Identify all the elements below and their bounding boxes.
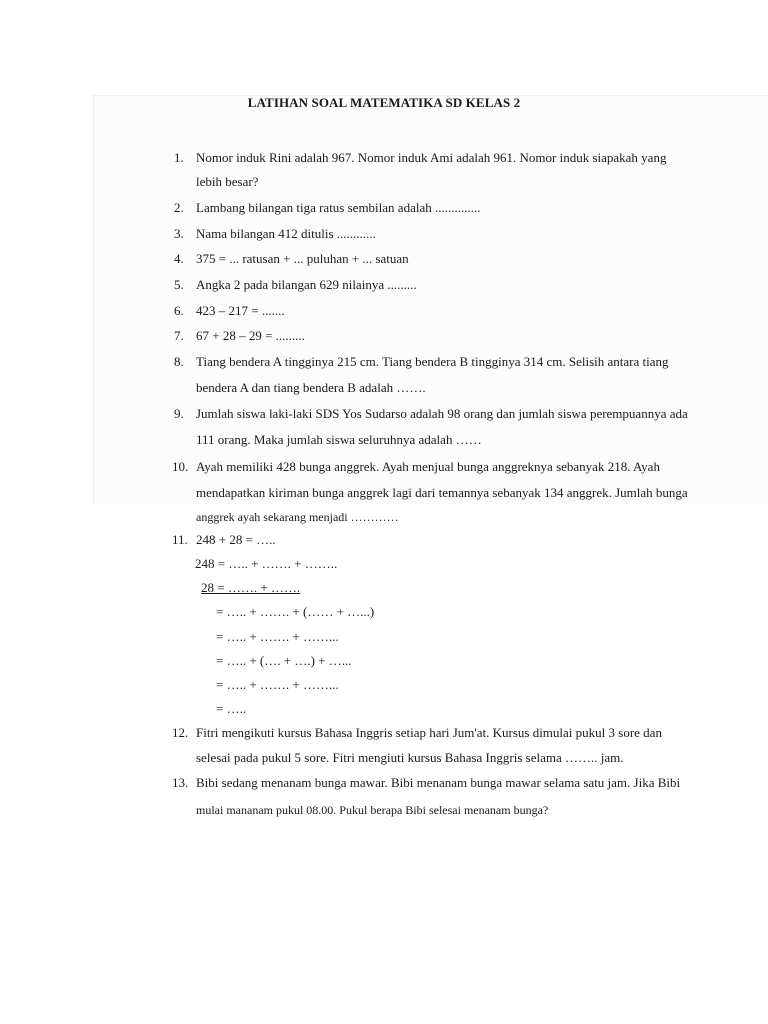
question-text: Lambang bilangan tiga ratus sembilan adalah .............. bbox=[196, 200, 481, 215]
question-text: Tiang bendera A tingginya 215 cm. Tiang bendera B tingginya 314 cm. Selisih antara tiang bbox=[196, 354, 669, 369]
work-step: = ….. bbox=[216, 701, 247, 716]
question-number: 12. bbox=[172, 725, 189, 740]
question-text: selesai pada pukul 5 sore. Fitri mengiuti kursus Bahasa Inggris selama …….. jam. bbox=[196, 750, 624, 765]
work-step: = ….. + ……. + ……... bbox=[216, 629, 339, 644]
question-number: 9. bbox=[174, 406, 184, 421]
question-text: mulai mananam pukul 08.00. Pukul berapa Bibi selesai menanam bunga? bbox=[196, 803, 549, 817]
question-text: mendapatkan kiriman bunga anggrek lagi dari temannya sebanyak 134 anggrek. Jumlah bunga bbox=[196, 485, 688, 500]
question-number: 13. bbox=[172, 775, 189, 790]
work-step: = ….. + (…. + ….) + …... bbox=[216, 653, 352, 668]
question-text: Bibi sedang menanam bunga mawar. Bibi menanam bunga mawar selama satu jam. Jika Bibi bbox=[196, 775, 681, 790]
question-text: 111 orang. Maka jumlah siswa seluruhnya adalah …… bbox=[196, 432, 482, 447]
question-number: 8. bbox=[174, 354, 184, 369]
work-step: 28 = ……. + ……. bbox=[201, 580, 301, 595]
question-number: 6. bbox=[174, 303, 184, 318]
question-text: lebih besar? bbox=[196, 174, 259, 189]
question-number: 7. bbox=[174, 328, 184, 343]
question-text: Ayah memiliki 428 bunga anggrek. Ayah menjual bunga anggreknya sebanyak 218. Ayah bbox=[196, 459, 660, 474]
page-title: LATIHAN SOAL MATEMATIKA SD KELAS 2 bbox=[247, 95, 521, 110]
question-text: Fitri mengikuti kursus Bahasa Inggris setiap hari Jum'at. Kursus dimulai pukul 3 sore dan bbox=[196, 725, 662, 740]
question-number: 5. bbox=[174, 277, 184, 292]
question-number: 4. bbox=[174, 251, 184, 266]
question-text: anggrek ayah sekarang menjadi ………… bbox=[196, 510, 399, 524]
work-step: = ….. + ……. + ……... bbox=[216, 677, 339, 692]
question-number: 11. bbox=[172, 532, 188, 547]
question-text: 423 – 217 = ....... bbox=[196, 303, 285, 318]
work-step: 248 = ….. + ……. + …….. bbox=[195, 556, 338, 571]
question-number: 3. bbox=[174, 226, 184, 241]
question-number: 2. bbox=[174, 200, 184, 215]
question-text: 375 = ... ratusan + ... puluhan + ... satuan bbox=[196, 251, 409, 266]
question-text: Nama bilangan 412 ditulis ............ bbox=[196, 226, 376, 241]
question-text: Nomor induk Rini adalah 967. Nomor induk Ami adalah 961. Nomor induk siapakah yang bbox=[196, 150, 667, 165]
question-text: 67 + 28 – 29 = ......... bbox=[196, 328, 305, 343]
question-text: bendera A dan tiang bendera B adalah ……. bbox=[196, 380, 426, 395]
work-step: = ….. + ……. + (…… + …...) bbox=[216, 604, 375, 619]
question-text: 248 + 28 = ….. bbox=[196, 532, 276, 547]
question-number: 1. bbox=[174, 150, 184, 165]
question-text: Jumlah siswa laki-laki SDS Yos Sudarso adalah 98 orang dan jumlah siswa perempuannya ada bbox=[196, 406, 688, 421]
question-number: 10. bbox=[172, 459, 189, 474]
question-text: Angka 2 pada bilangan 629 nilainya ......... bbox=[196, 277, 417, 292]
